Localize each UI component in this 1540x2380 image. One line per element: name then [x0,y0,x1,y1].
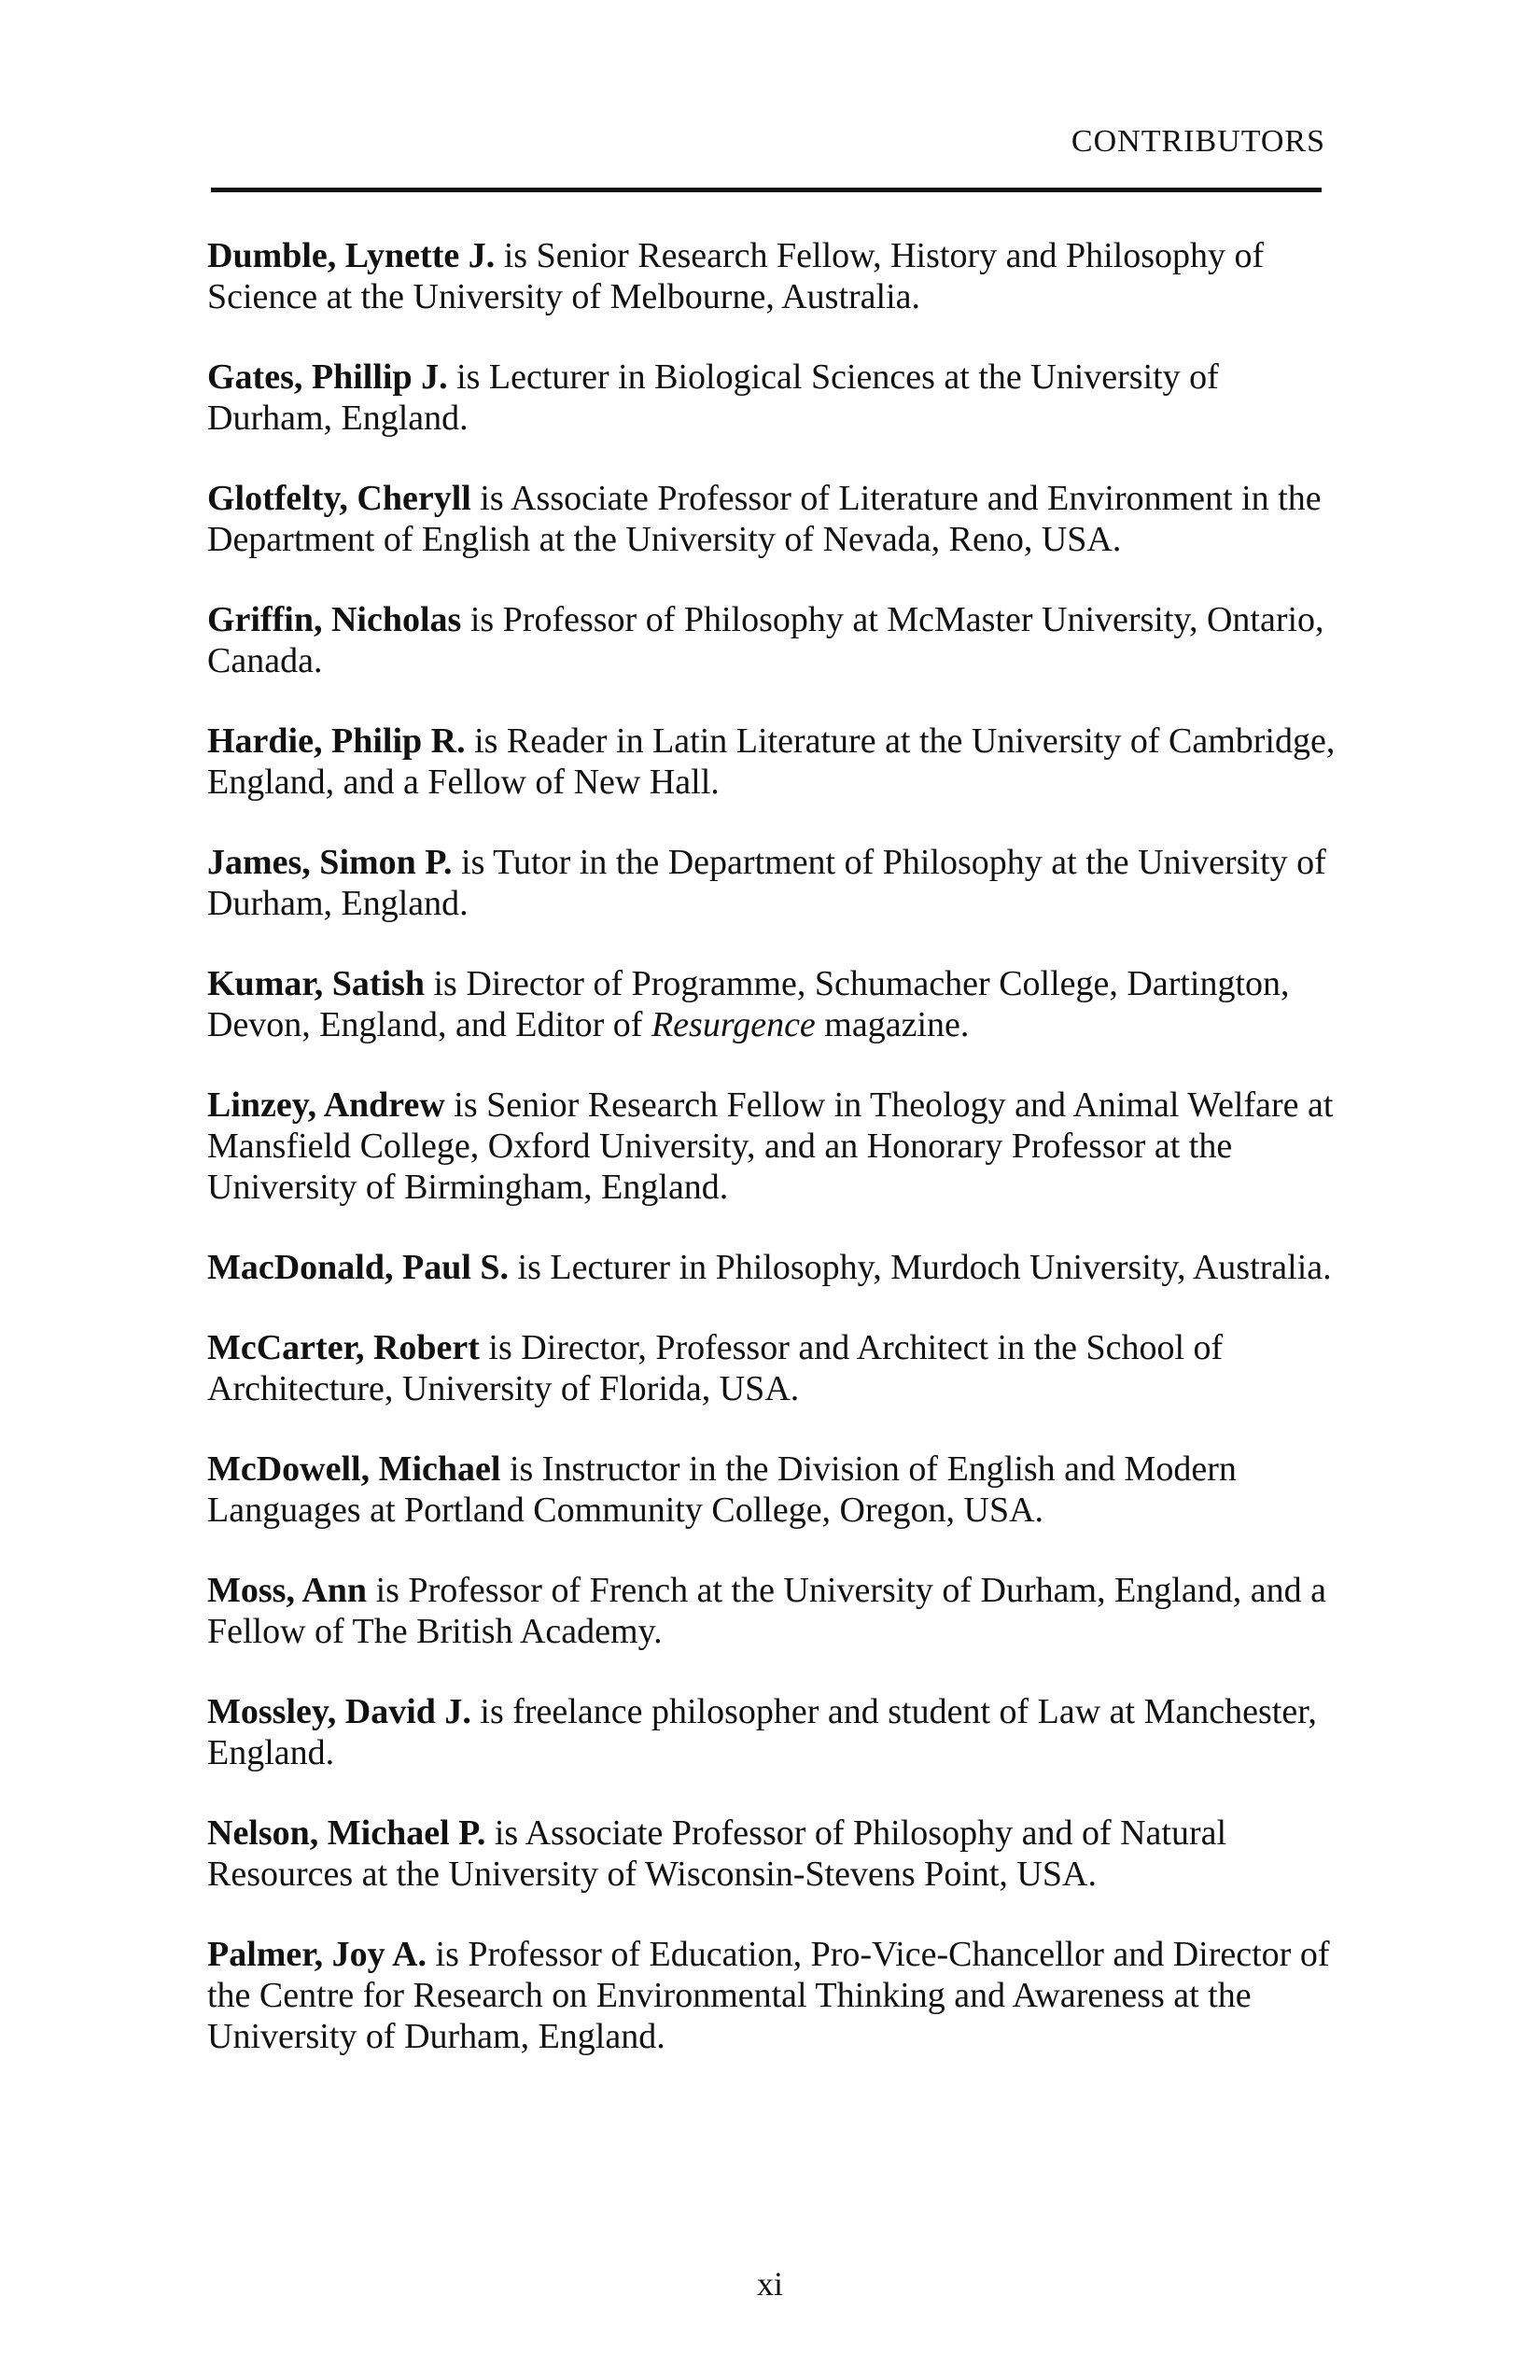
contributor-name: Nelson, Michael P. [207,1813,486,1853]
contributor-name: Palmer, Joy A. [207,1935,427,1974]
contributor-description: is Professor of Education, Pro-Vice-Chancellor and Director of the Centre for Research on Environmental Thinking and Awareness at the University of Durham, England. [207,1935,1330,2056]
contributor-description: is Director, Professor and Architect in the School of Architecture, University of Florida, USA. [207,1328,1224,1408]
contributor-name: Hardie, Philip R. [207,721,466,761]
contributor-description: is Instructor in the Division of English and Modern Languages at Portland Community College, Oregon, USA. [207,1449,1237,1530]
contributor-entry [207,599,1346,681]
page-number: xi [756,2265,783,2303]
contributor-name: Griffin, Nicholas [207,600,462,639]
contributor-entry [207,235,1346,317]
contributors-list [207,235,1346,2096]
contributor-entry [207,842,1346,924]
contributor-name: Mossley, David J. [207,1692,471,1731]
contributor-description: is Professor of French at the University of Durham, England, and a Fellow of The British Academy. [207,1571,1326,1651]
header-rule [211,188,1322,192]
contributor-description: is Tutor in the Department of Philosophy at the University of Durham, England. [207,843,1326,923]
contributor-name: Linzey, Andrew [207,1085,445,1125]
contributor-entry [207,478,1346,560]
contributor-entry [207,1247,1346,1288]
contributor-description: is Senior Research Fellow, History and Philosophy of Science at the University of Melbourne, Australia. [207,236,1265,316]
contributor-entry [207,1085,1346,1208]
contributor-entry [207,1327,1346,1409]
contributor-entry [207,1691,1346,1773]
running-head: CONTRIBUTORS [1071,124,1325,159]
contributor-name: Dumble, Lynette J. [207,236,496,275]
contributor-description: is Lecturer in Biological Sciences at the University of Durham, England. [207,357,1219,438]
contributor-entry [207,357,1346,439]
contributor-description: is Senior Research Fellow in Theology and Animal Welfare at Mansfield College, Oxford University, and an Honorary Professor at the University of Birmingham, England. [207,1085,1334,1207]
contributor-name: McDowell, Michael [207,1449,501,1489]
contributor-description: is freelance philosopher and student of Law at Manchester, England. [207,1692,1317,1772]
contributor-name: McCarter, Robert [207,1328,480,1367]
contributor-name: Gates, Phillip J. [207,357,448,397]
contributor-name: Glotfelty, Cheryll [207,479,471,518]
contributor-name: James, Simon P. [207,843,453,882]
contributor-description-end: magazine. [815,1005,970,1044]
contributor-name: Moss, Ann [207,1571,368,1610]
contributor-description: is Reader in Latin Literature at the University of Cambridge, England, and a Fellow of New Hall. [207,721,1336,802]
contributor-description: is Associate Professor of Philosophy and of Natural Resources at the University of Wisconsin-Stevens Point, USA. [207,1813,1227,1894]
contributor-entry [207,1449,1346,1531]
contributor-entry [207,1934,1346,2057]
contributor-description: is Director of Programme, Schumacher College, Dartington, Devon, England, and Editor of [207,964,1290,1044]
contributor-name: Kumar, Satish [207,964,425,1003]
contributor-description: is Professor of Philosophy at McMaster University, Ontario, Canada. [207,600,1324,680]
contributor-entry [207,963,1346,1045]
contributor-entry [207,721,1346,803]
contributor-name: MacDonald, Paul S. [207,1248,510,1287]
contributor-entry [207,1570,1346,1652]
contributor-entry [207,1813,1346,1895]
magazine-title: Resurgence [651,1005,816,1044]
contributor-description: is Associate Professor of Literature and Environment in the Department of English at the University of Nevada, Reno, USA. [207,479,1322,559]
contributor-description: is Lecturer in Philosophy, Murdoch University, Australia. [509,1248,1332,1287]
